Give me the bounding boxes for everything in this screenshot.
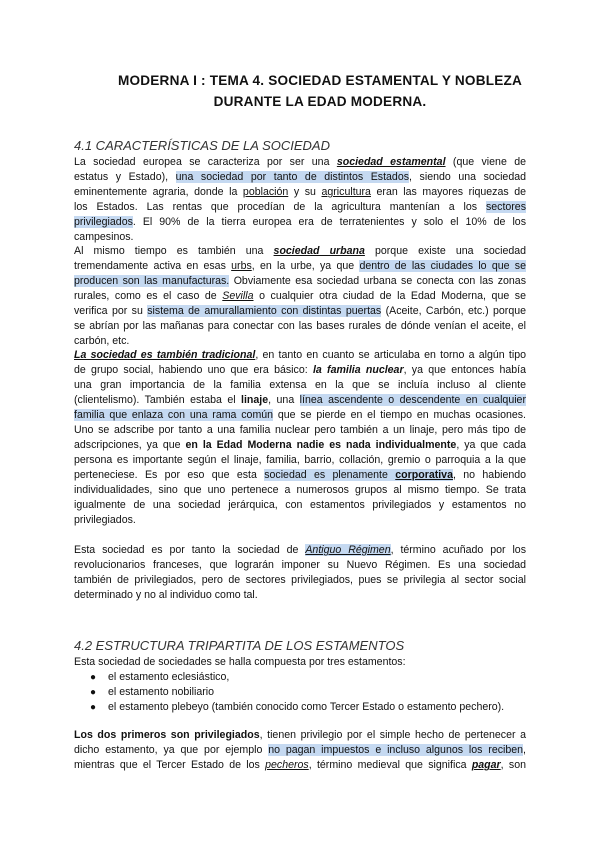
paragraph-line: (clientelismo). También estaba el linaje, una línea ascendente o descendente en cualquier: [74, 394, 526, 406]
paragraph-line: La sociedad es también tradicional, en tanto en cuanto se articulaba en torno a algún tipo: [74, 349, 527, 361]
paragraph-line: revolucionarios franceses, que lograrán imponer su Nuevo Régimen. Es una sociedad: [74, 559, 526, 571]
paragraph-line: familia que enlaza con una rama común que se pierde en el tiempo en muchas ocasiones.: [74, 409, 526, 421]
paragraph-line: una gran importancia de la familia extensa en la que se incluía incluso al cliente: [74, 379, 526, 391]
paragraph-line: verifica por su sistema de amurallamiento con distintas puertas (Aceite, Carbón, etc.) porque: [74, 305, 526, 317]
paragraph-line: producen son las manufacturas. Obviamente esa sociedad urbana se conecta con las zonas: [74, 275, 526, 287]
paragraph-line: privilegiados. El 90% de la tierra europea era de terratenientes y solo el 10% de los: [74, 216, 526, 228]
paragraph-line: carbón, etc.: [74, 335, 130, 347]
title-line-2: DURANTE LA EDAD MODERNA.: [213, 94, 427, 109]
bullet-icon: ●: [90, 702, 97, 713]
paragraph-line: Al mismo tiempo es también una sociedad urbana porque existe una sociedad: [74, 245, 527, 257]
list-item: el estamento nobiliario: [108, 686, 214, 698]
paragraph-line: adscripciones, ya que en la Edad Moderna nadie es nada individualmente, ya que cada: [74, 439, 526, 451]
paragraph-line: se abrían por las mañanas para conectar con las bases rurales de dónde venían el aceite, el: [74, 320, 526, 332]
paragraph-line: estatus y Estado), una sociedad por tanto de distintos Estados, siendo una sociedad: [74, 171, 526, 183]
list-intro: Esta sociedad de sociedades se halla compuesta por tres estamentos:: [74, 656, 406, 668]
paragraph-line: determinado y no al individuo como tal.: [74, 589, 258, 601]
section-heading-4-2: 4.2 ESTRUCTURA TRIPARTITA DE LOS ESTAMENTOS: [74, 638, 405, 653]
paragraph-line: campesinos.: [74, 231, 134, 243]
paragraph-line: individualidades, sino que uno pertenece a numerosos grupos al mismo tiempo. Se trata: [74, 484, 526, 496]
paragraph-line: Los dos primeros son privilegiados, tienen privilegio por el simple hecho de pertenecer a: [74, 729, 526, 741]
document-title: [70, 70, 570, 112]
bullet-icon: ●: [90, 672, 97, 683]
list-item: el estamento plebeyo (también conocido como Tercer Estado o estamento pechero).: [108, 701, 505, 713]
paragraph-line: también de privilegiados, pero de sectores privilegiados, pues se privilegia al sector social: [74, 574, 526, 586]
paragraph-line: eminentemente agraria, donde la población y su agricultura eran las mayores riquezas de: [74, 186, 526, 198]
paragraph-line: igualmente de una sociedad jerárquica, con estamentos privilegiados y estamentos no: [74, 499, 526, 511]
section-heading-4-1: 4.1 CARACTERÍSTICAS DE LA SOCIEDAD: [74, 138, 330, 153]
paragraph-line: perteneciese. Es por eso que esta sociedad es plenamente corporativa, no habiendo: [74, 469, 527, 481]
paragraph-line: La sociedad europea se caracteriza por ser una sociedad estamental (que viene de: [74, 156, 526, 168]
paragraph-line: mientras que el Tercer Estado de los pecheros, término medieval que significa pagar, son: [74, 759, 526, 771]
bullet-icon: ●: [90, 687, 97, 698]
paragraph-line: persona es importante según el linaje, familia, barrio, collación, gremio o parroquia a la que: [74, 454, 526, 466]
paragraph-line: los Estados. Las rentas que procedían de la agricultura mantenían a los sectores: [74, 201, 526, 213]
paragraph-line: rurales, como es el caso de Sevilla o cualquier otra ciudad de la Edad Moderna, que se: [74, 290, 526, 302]
paragraph-line: de grupo social, habiendo uno que era básico: la familia nuclear, ya que entonces había: [74, 364, 526, 376]
paragraph-line: privilegiados.: [74, 514, 136, 526]
paragraph-line: Uno se adscribe por tanto a una familia nuclear pero también a un linaje, pero más tipo de: [74, 424, 526, 436]
paragraph-line: Esta sociedad es por tanto la sociedad de Antiguo Régimen, término acuñado por los: [74, 544, 526, 556]
title-line-1: MODERNA I : TEMA 4. SOCIEDAD ESTAMENTAL Y NOBLEZA: [117, 73, 523, 88]
list-item: el estamento eclesiástico,: [108, 671, 230, 683]
paragraph-line: tremendamente activa en esas urbs, en la urbe, ya que dentro de las ciudades lo que se: [74, 260, 526, 272]
paragraph-line: dicho estamento, ya que por ejemplo no pagan impuestos e incluso algunos los reciben,: [74, 744, 526, 756]
